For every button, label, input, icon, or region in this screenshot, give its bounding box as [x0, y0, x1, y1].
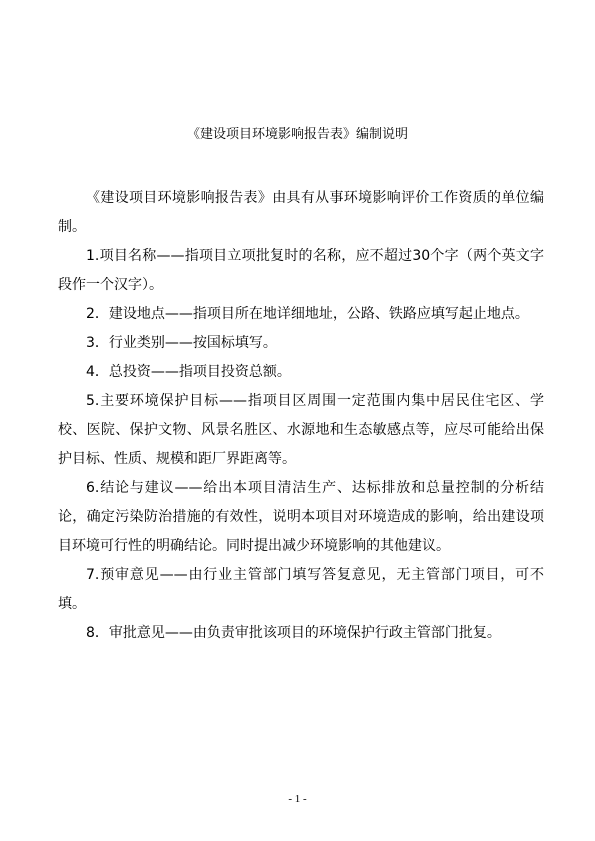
document-title: 《建设项目环境影响报告表》编制说明	[186, 127, 408, 142]
paragraph-item-6: 6.结论与建议——给出本项目清洁生产、达标排放和总量控制的分析结论，确定污染防治措施的有效性，说明本项目对环境造成的影响，给出建设项目环境可行性的明确结论。同时提出减少环境影响的其他建议。	[58, 480, 544, 554]
paragraph-item-8: 8．审批意见——由负责审批该项目的环境保护行政主管部门批复。	[86, 625, 501, 641]
paragraph-item-2: 2．建设地点——指项目所在地详细地址，公路、铁路应填写起止地点。	[86, 306, 529, 322]
paragraph-item-7: 7.预审意见——由行业主管部门填写答复意见，无主管部门项目，可不填。	[58, 567, 544, 612]
paragraph-intro: 《建设项目环境影响报告表》由具有从事环境影响评价工作资质的单位编制。	[58, 190, 544, 235]
paragraph-item-3: 3．行业类别——按国标填写。	[86, 335, 277, 351]
page-number: - 1 -	[288, 793, 307, 805]
paragraph-item-1: 1.项目名称——指项目立项批复时的名称，应不超过30个字（两个英文字段作一个汉字）。	[58, 248, 544, 293]
document-body	[58, 184, 544, 648]
paragraph-item-4: 4．总投资——指项目投资总额。	[86, 364, 291, 380]
paragraph-item-5: 5.主要环境保护目标——指项目区周围一定范围内集中居民住宅区、学校、医院、保护文物、风景名胜区、水源地和生态敏感点等，应尽可能给出保护目标、性质、规模和距厂界距离等。	[58, 393, 544, 467]
